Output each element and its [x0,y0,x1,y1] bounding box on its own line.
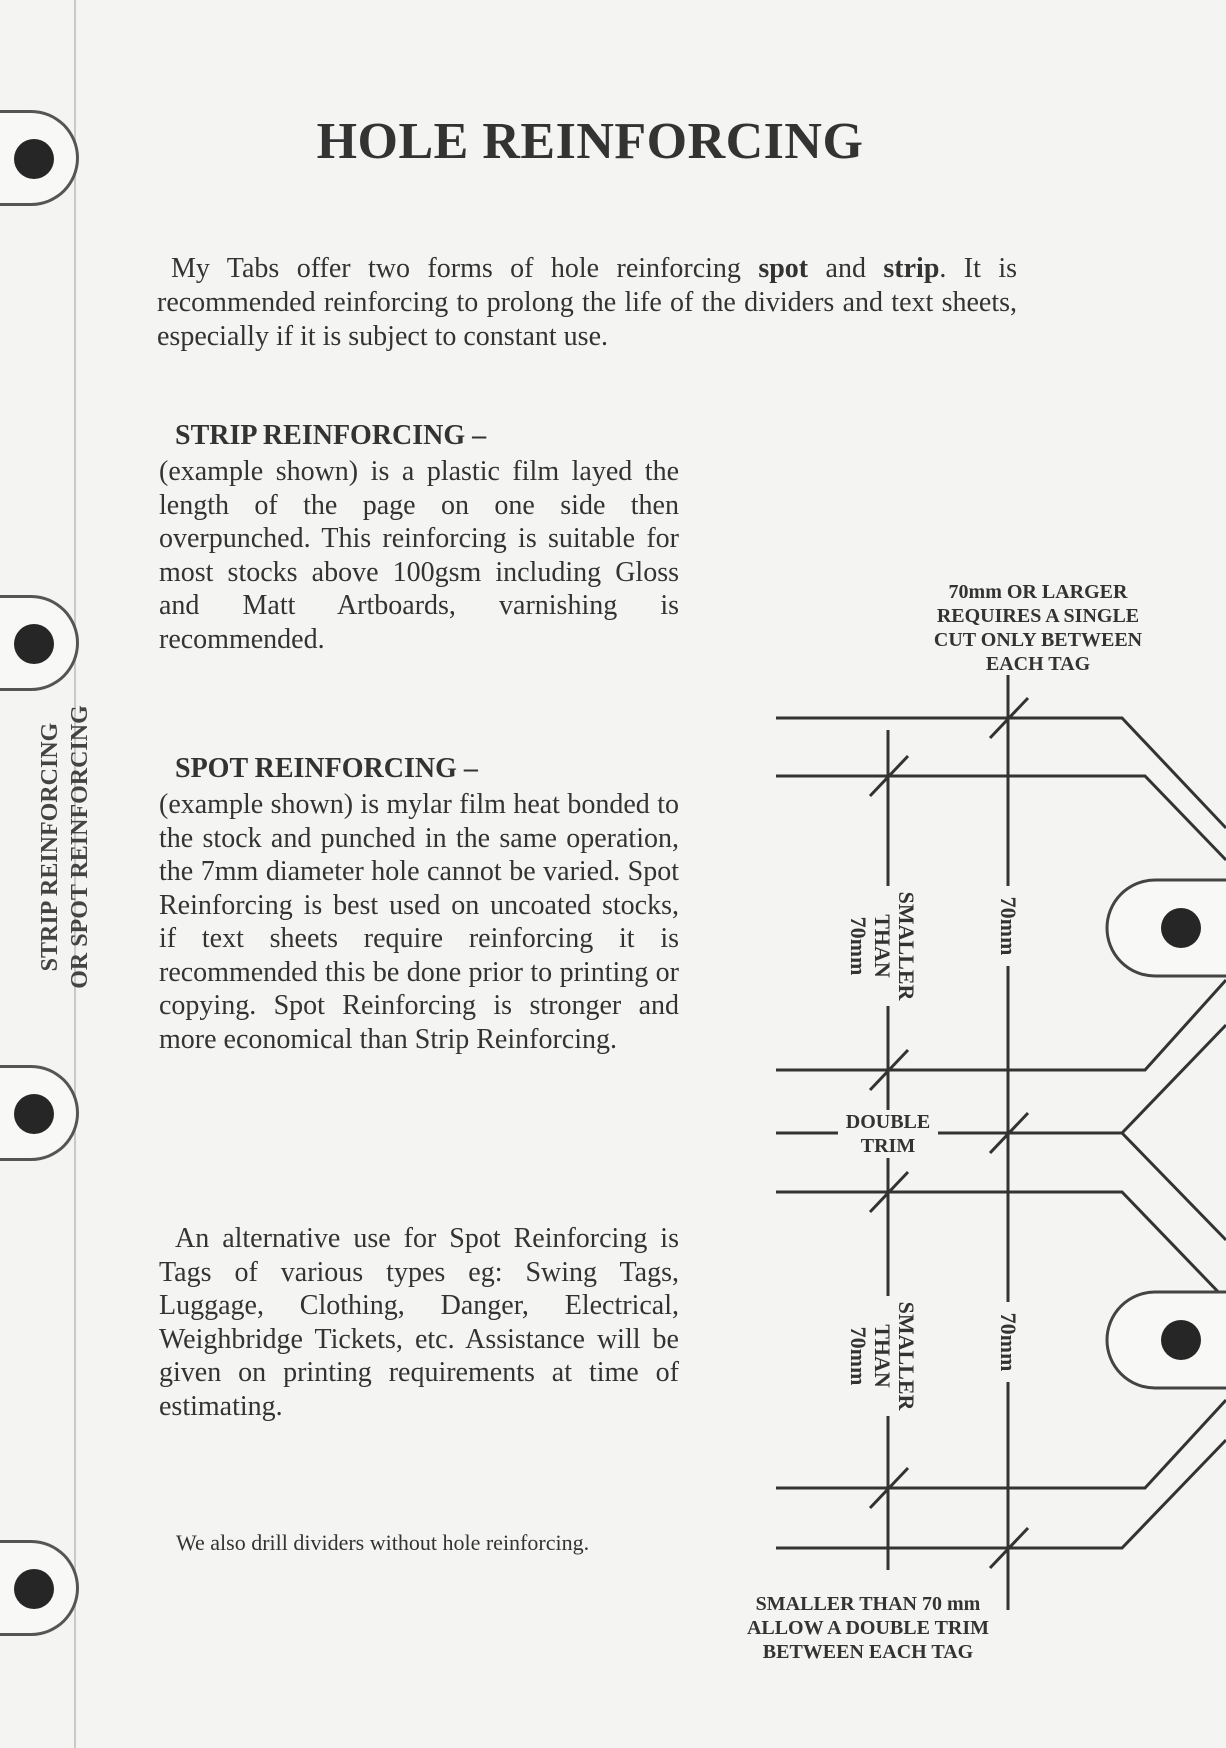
spot-heading: SPOT REINFORCING – [175,753,478,784]
bottom-note: SMALLER THAN 70 mm ALLOW A DOUBLE TRIM BETWEEN EACH TAG [746,1593,990,1663]
intro-spot: spot [758,253,809,284]
size-label-2: 70mm [992,1302,1024,1382]
alternative-paragraph [159,1222,679,1423]
side-label [35,682,105,1012]
intro-pre: My Tabs offer two forms of hole reinforcing [171,253,759,284]
intro-post: . It is recommended reinforcing to prolong the life of the dividers and text sheets, especially if it is subject to constant use. [157,253,1018,352]
spot-body: (example shown) is mylar film heat bonded to the stock and punched in the same operation, the 7mm diameter hole cannot be varied. Spot Reinforcing is best used on uncoated stocks, if text sheets require reinforcing it is recommended this be done prior to printing or copying. Spot Reinforcing is stronger and more economical than Strip Reinforcing. [159,789,679,1055]
smaller-label-2: SMALLER THAN 70mm [854,1296,922,1416]
hole-icon [14,139,54,179]
hole-icon [14,624,54,664]
side-label-line-1: STRIP REINFORCING [37,722,63,972]
punched-hole-2 [0,595,79,691]
alternative-text: An alternative use for Spot Reinforcing is Tags of various types eg: Swing Tags, Luggage, Clothing, Danger, Electrical, Weighbridge Tickets, etc. Assistance will be given on printing requirements at time of estimating. [159,1223,679,1422]
page-title: HOLE REINFORCING [316,113,864,170]
footnote: We also drill dividers without hole reinforcing. [176,1530,590,1555]
tag-diagram-lines [760,570,1226,1700]
hole-icon [14,1094,54,1134]
size-label-1: 70mm [992,886,1024,966]
strip-heading: STRIP REINFORCING – [175,420,487,451]
double-trim-label: DOUBLE TRIM [838,1110,938,1158]
top-note: 70mm OR LARGER REQUIRES A SINGLE CUT ONLY BETWEEN EACH TAG [933,581,1143,675]
side-label-line-2: OR SPOT REINFORCING [67,705,93,989]
hole-icon [14,1569,54,1609]
intro-and: and [808,253,884,284]
punched-hole-3 [0,1065,79,1161]
punched-hole-1 [0,110,79,206]
intro-strip: strip [883,253,940,284]
tag-trim-diagram [746,570,1226,1700]
smaller-label-1: SMALLER THAN 70mm [854,886,922,1006]
intro-paragraph [157,252,1017,354]
strip-body: (example shown) is a plastic film layed the length of the page on one side then overpunched. This reinforcing is suitable for most stocks above 100gsm including Gloss and Matt Artboards, varnishing is recommended. [159,456,679,655]
punched-hole-4 [0,1540,79,1636]
